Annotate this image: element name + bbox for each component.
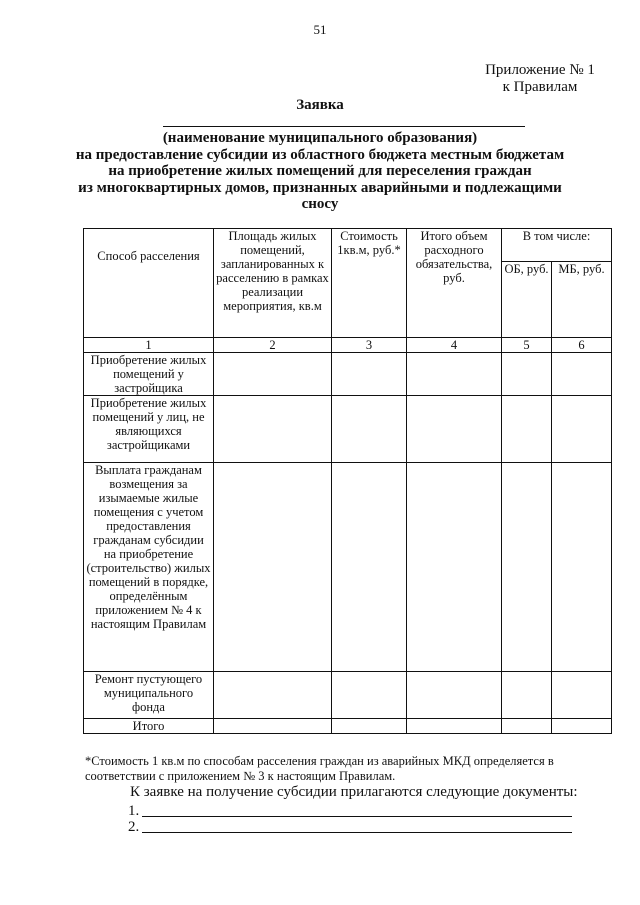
- table-cell: [502, 672, 552, 719]
- column-number-6: 6: [552, 338, 612, 353]
- table-cell: [552, 719, 612, 734]
- attachment-item-1-line: [142, 816, 572, 817]
- table-cell: [332, 672, 407, 719]
- table-cell: [214, 396, 332, 463]
- attachment-item-2-line: [142, 832, 572, 833]
- table-cell: [502, 463, 552, 672]
- municipality-name-line: [163, 126, 525, 127]
- footnote: *Стоимость 1 кв.м по способам расселения граждан из аварийных МКД определяется в соответствии с приложением № 3 к настоящим Правилам.: [85, 754, 554, 783]
- table-cell: [332, 396, 407, 463]
- table-cell: [407, 719, 502, 734]
- column-number-4: 4: [407, 338, 502, 353]
- table-cell: [332, 719, 407, 734]
- table-cell: [407, 463, 502, 672]
- row-label: Выплата гражданам возмещения за изымаемые жилые помещения с учетом предоставления гражданам субсидии на приобретение (строительство) жилых помещений в порядке, определённым приложением № 4 к настоящим Правилам: [84, 463, 214, 672]
- header-cost: Стоимость 1кв.м, руб.*: [332, 229, 407, 338]
- heading-line-2: на предоставление субсидии из областного бюджета местным бюджетам: [75, 146, 565, 163]
- column-number-1: 1: [84, 338, 214, 353]
- heading-line-4: из многоквартирных домов, признанных аварийными и подлежащими: [78, 179, 562, 196]
- table-row: [84, 353, 612, 396]
- table-cell: [407, 353, 502, 396]
- appendix-reference: [470, 62, 610, 96]
- header-total: Итого объем расходного обязательства, руб.: [407, 229, 502, 338]
- table-cell: [407, 672, 502, 719]
- application-table: [83, 228, 612, 734]
- table-row: [84, 672, 612, 719]
- table-cell: [214, 463, 332, 672]
- table-cell: [332, 463, 407, 672]
- table-cell: [552, 672, 612, 719]
- table-row: [84, 396, 612, 463]
- appendix-line-1: Приложение № 1: [485, 62, 595, 78]
- column-number-5: 5: [502, 338, 552, 353]
- row-label: Ремонт пустующего муниципального фонда: [84, 672, 214, 719]
- table-row: [84, 463, 612, 672]
- attachment-item-2-number: 2.: [128, 819, 140, 835]
- table-cell: [552, 353, 612, 396]
- header-area: Площадь жилых помещений, запланированных к расселению в рамках реализации мероприятия, кв.м: [214, 229, 332, 338]
- table-cell: [214, 672, 332, 719]
- table-cell: [552, 463, 612, 672]
- table-cell: [214, 353, 332, 396]
- heading-line-3: на приобретение жилых помещений для переселения граждан: [108, 163, 532, 179]
- header-including: В том числе:: [502, 229, 612, 262]
- header-ob: ОБ, руб.: [502, 262, 552, 338]
- heading-line-1: (наименование муниципального образования): [162, 130, 478, 146]
- document-title: Заявка: [296, 97, 344, 113]
- header-method: Способ расселения: [84, 229, 214, 338]
- column-number-3: 3: [332, 338, 407, 353]
- appendix-line-2: к Правилам: [502, 79, 578, 95]
- table-cell: [502, 396, 552, 463]
- row-label-total: Итого: [84, 719, 214, 734]
- document-heading: [70, 130, 570, 213]
- table-cell: [502, 719, 552, 734]
- page-number: 51: [313, 22, 327, 37]
- row-label: Приобретение жилых помещений у застройщика: [84, 353, 214, 396]
- attachment-item-2: [128, 819, 139, 836]
- header-mb: МБ, руб.: [552, 262, 612, 338]
- table-cell: [214, 719, 332, 734]
- attachment-item-1-number: 1.: [128, 803, 140, 819]
- column-number-2: 2: [214, 338, 332, 353]
- table-cell: [552, 396, 612, 463]
- heading-line-5: сносу: [301, 196, 339, 212]
- table-row-total: [84, 719, 612, 734]
- attachment-item-1: [128, 803, 139, 820]
- attachments-intro: К заявке на получение субсидии прилагаются следующие документы:: [130, 784, 578, 800]
- table-cell: [332, 353, 407, 396]
- table-cell: [407, 396, 502, 463]
- row-label: Приобретение жилых помещений у лиц, не являющихся застройщиками: [84, 396, 214, 463]
- table-cell: [502, 353, 552, 396]
